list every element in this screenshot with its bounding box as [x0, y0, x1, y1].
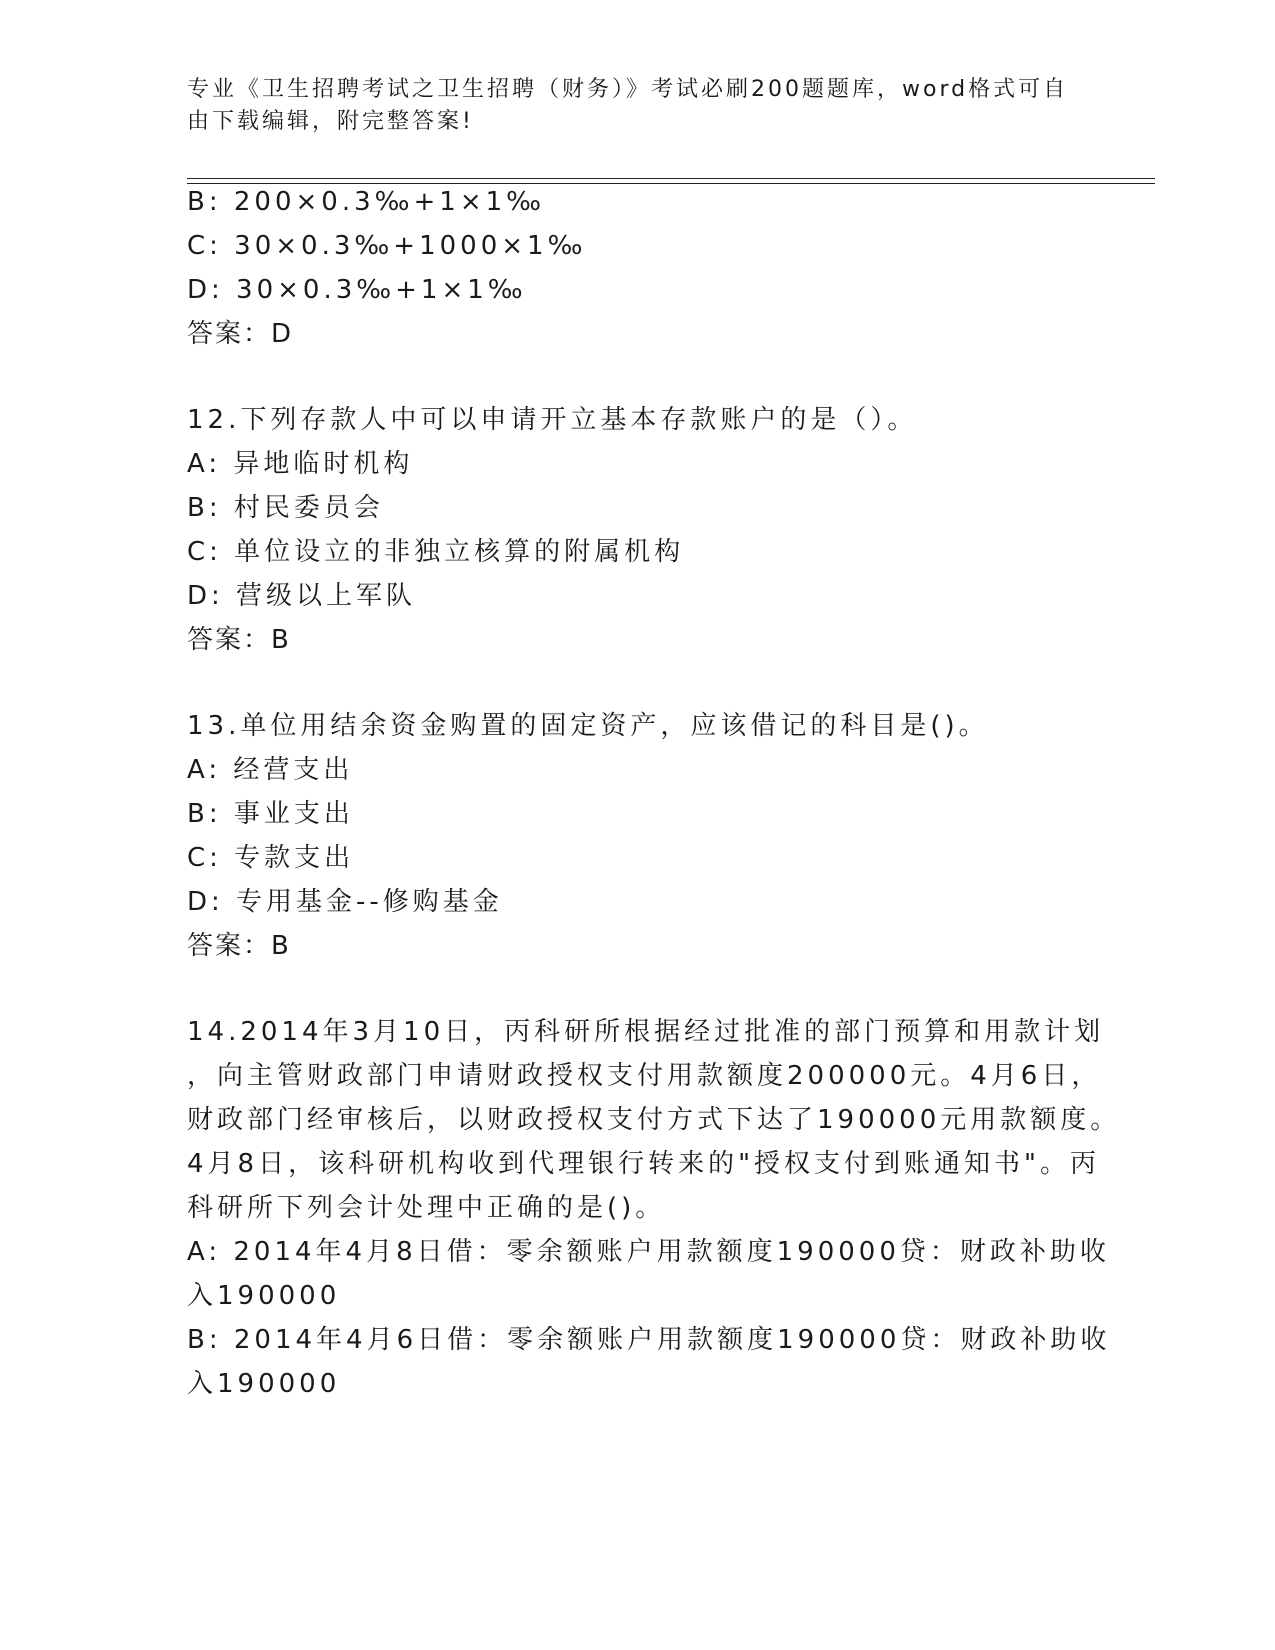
q12-answer: 答案：B: [187, 625, 291, 655]
q14-option-b-line-1: B: 2014年4月6日借：零余额账户用款额度190000贷：财政补助收: [187, 1325, 1111, 1355]
q13-option-b: B: 事业支出: [187, 799, 354, 829]
q12-option-d: D: 营级以上军队: [187, 581, 417, 611]
header-divider-top: [187, 178, 1155, 179]
q13-option-a: A: 经营支出: [187, 755, 354, 785]
q13-option-c: C: 专款支出: [187, 843, 355, 873]
q13-answer: 答案：B: [187, 931, 291, 961]
q13-option-d: D: 专用基金--修购基金: [187, 887, 503, 917]
header-line-1: 专业《卫生招聘考试之卫生招聘（财务）》考试必刷200题题库，word格式可自: [187, 77, 1069, 102]
q14-question-line-4: 4月8日，该科研机构收到代理银行转来的"授权支付到账通知书"。丙: [187, 1149, 1101, 1179]
q13-question: 13.单位用结余资金购置的固定资产，应该借记的科目是()。: [187, 711, 989, 741]
q14-option-a-line-1: A: 2014年4月8日借：零余额账户用款额度190000贷：财政补助收: [187, 1237, 1110, 1267]
q14-question-line-3: 财政部门经审核后，以财政授权支付方式下达了190000元用款额度。: [187, 1105, 1121, 1135]
q12-option-c: C: 单位设立的非独立核算的附属机构: [187, 537, 685, 567]
q12-option-b: B: 村民委员会: [187, 493, 384, 523]
q14-question-line-5: 科研所下列会计处理中正确的是()。: [187, 1193, 666, 1223]
header-line-2: 由下载编辑，附完整答案!: [187, 109, 474, 134]
q11-answer: 答案：D: [187, 319, 294, 349]
q12-question: 12.下列存款人中可以申请开立基本存款账户的是（）。: [187, 405, 918, 435]
q14-question-line-1: 14.2014年3月10日，丙科研所根据经过批准的部门预算和用款计划: [187, 1017, 1105, 1047]
q11-option-d: D: 30×0.3‰+1×1‰: [187, 275, 527, 305]
q11-option-b: B: 200×0.3‰+1×1‰: [187, 187, 546, 217]
q12-option-a: A: 异地临时机构: [187, 449, 414, 479]
document-header: [187, 74, 1087, 138]
q14-option-a-line-2: 入190000: [187, 1281, 341, 1311]
q11-option-c: C: 30×0.3‰+1000×1‰: [187, 231, 587, 261]
header-divider-bottom: [187, 183, 1155, 184]
q14-question-line-2: ，向主管财政部门申请财政授权支付用款额度200000元。4月6日，: [187, 1061, 1102, 1091]
q14-option-b-line-2: 入190000: [187, 1369, 341, 1399]
